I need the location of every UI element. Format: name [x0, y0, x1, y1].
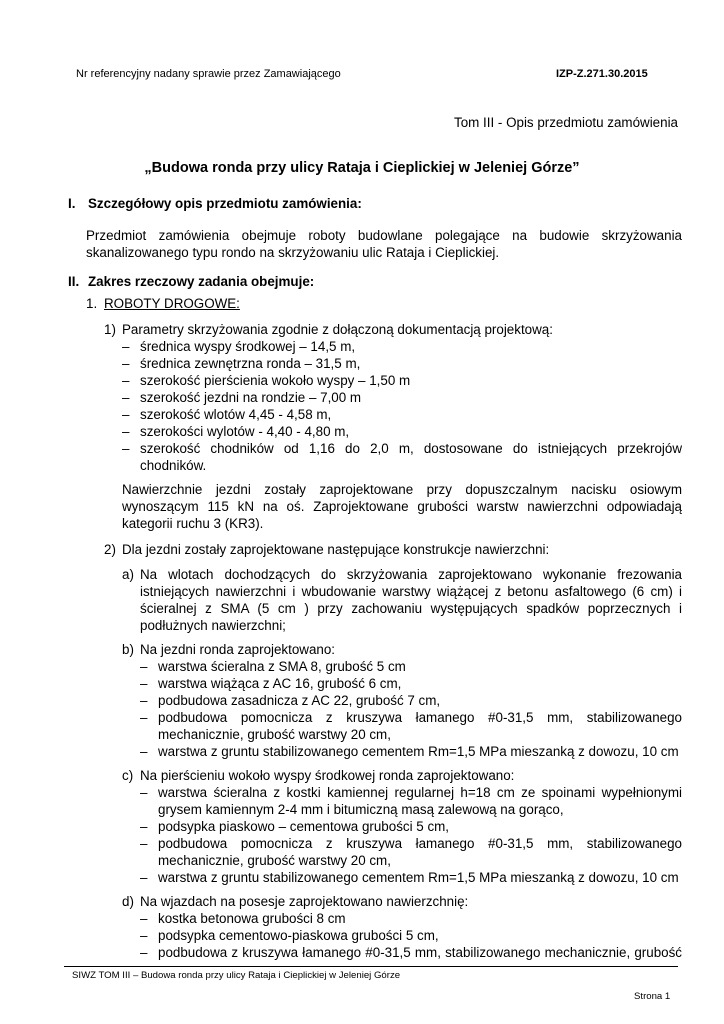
subitem-letter: b): [122, 642, 134, 657]
dash-bullet: –: [122, 441, 130, 456]
footer-divider: [64, 966, 678, 967]
list-item-continuation: mechanicznie, grubość warstwy 20 cm,: [158, 853, 391, 868]
list-item: średnica wyspy środkowej – 14,5 m,: [140, 339, 356, 354]
dash-bullet: –: [140, 819, 148, 834]
footer-text: SIWZ TOM III – Budowa ronda przy ulicy Rataja i Cieplickiej w Jeleniej Górze: [72, 970, 401, 981]
list-item: szerokość jezdni na rondzie – 7,00 m: [140, 390, 362, 405]
subitem-letter: c): [122, 768, 134, 783]
item-number: 2): [104, 542, 116, 557]
dash-bullet: –: [140, 676, 148, 691]
section-2-number: II.: [68, 274, 80, 289]
subitem-letter: a): [122, 567, 134, 582]
list-item: średnica zewnętrzna ronda – 31,5 m,: [140, 356, 361, 371]
reference-code: IZP-Z.271.30.2015: [556, 68, 648, 80]
list-item: warstwa wiążąca z AC 16, grubość 6 cm,: [158, 676, 402, 691]
list-item: podbudowa pomocnicza z kruszywa łamanego #0-31,5 mm, stabilizowanego: [158, 836, 682, 851]
list-item: kostka betonowa grubości 8 cm: [158, 911, 346, 926]
dash-bullet: –: [122, 390, 130, 405]
subitem-text: Na pierścieniu wokoło wyspy środkowej ronda zaprojektowano:: [140, 768, 515, 783]
list-item: warstwa ścieralna z kostki kamiennej regularnej h=18 cm ze spoinami wypełnionymi: [158, 785, 682, 800]
dash-bullet: –: [140, 911, 148, 926]
subitem-line: ścieralnej z SMA (5 cm ) przy zachowaniu występujących spadków poprzecznych i: [140, 601, 682, 616]
dash-bullet: –: [122, 373, 130, 388]
section-2-heading: Zakres rzeczowy zadania obejmuje:: [88, 274, 315, 289]
dash-bullet: –: [140, 785, 148, 800]
document-title: „Budowa ronda przy ulicy Rataja i Cieplickiej w Jeleniej Górze”: [144, 160, 580, 176]
list-item: warstwa ścieralna z SMA 8, grubość 5 cm: [158, 659, 406, 674]
list-item: szerokości wylotów - 4,40 - 4,80 m,: [140, 424, 350, 439]
paragraph-line: kategorii ruchu 3 (KR3).: [122, 516, 264, 531]
dash-bullet: –: [140, 928, 148, 943]
section-1-heading: Szczegółowy opis przedmiotu zamówienia:: [88, 196, 362, 211]
section-1-number: I.: [68, 196, 76, 211]
list-item-continuation: mechanicznie, grubość warstwy 20 cm,: [158, 727, 391, 742]
subitem-line: Na wlotach dochodzących do skrzyżowania zaprojektowano wykonanie frezowania: [140, 567, 682, 582]
dash-bullet: –: [140, 870, 148, 885]
list-item-continuation: grysem kamiennym 2-4 mm i bitumiczną masą zalewową na gorąco,: [158, 802, 564, 817]
subsection-title: ROBOTY DROGOWE:: [104, 296, 240, 311]
page-number: Strona 1: [634, 991, 671, 1002]
dash-bullet: –: [122, 356, 130, 371]
list-item: szerokość chodników od 1,16 do 2,0 m, dostosowane do istniejących przekrojów: [140, 441, 682, 456]
dash-bullet: –: [140, 710, 148, 725]
list-item: warstwa z gruntu stabilizowanego cementem Rm=1,5 MPa mieszanką z dowozu, 10 cm: [158, 870, 679, 885]
list-item-continuation: chodników.: [140, 458, 207, 473]
subitem-line: podłużnych nawierzchni;: [140, 618, 286, 633]
subitem-text: Na jezdni ronda zaprojektowano:: [140, 642, 336, 657]
dash-bullet: –: [140, 693, 148, 708]
subitem-text: Na wjazdach na posesje zaprojektowano nawierzchnię:: [140, 894, 469, 909]
item-text: Parametry skrzyżowania zgodnie z dołączoną dokumentacją projektową:: [122, 322, 553, 337]
list-item: podsypka piaskowo – cementowa grubości 5 cm,: [158, 819, 450, 834]
dash-bullet: –: [140, 945, 148, 960]
subitem-line: istniejących nawierzchni i wbudowanie warstwy wiążącej z betonu asfaltowego (6 cm) i: [140, 584, 682, 599]
list-item: szerokość wlotów 4,45 - 4,58 m,: [140, 407, 332, 422]
dash-bullet: –: [140, 744, 148, 759]
dash-bullet: –: [122, 407, 130, 422]
paragraph-line: Nawierzchnie jezdni zostały zaprojektowane przy dopuszczalnym nacisku osiowym: [122, 482, 682, 497]
list-item: warstwa z gruntu stabilizowanego cementem Rm=1,5 MPa mieszanką z dowozu, 10 cm: [158, 744, 679, 759]
dash-bullet: –: [122, 339, 130, 354]
subitem-letter: d): [122, 894, 134, 909]
list-item: podsypka cementowo-piaskowa grubości 5 cm,: [158, 928, 439, 943]
dash-bullet: –: [140, 836, 148, 851]
list-item: szerokość pierścienia wokoło wyspy – 1,50 m: [140, 373, 411, 388]
paragraph-line: wynoszącym 115 kN na oś. Zaprojektowane grubości warstw nawierzchni odpowiadają: [122, 499, 682, 514]
reference-label: Nr referencyjny nadany sprawie przez Zamawiającego: [76, 68, 341, 80]
item-number: 1): [104, 322, 116, 337]
list-item: podbudowa z kruszywa łamanego #0-31,5 mm, stabilizowanego mechanicznie, grubość: [158, 945, 682, 960]
section-1-paragraph-line: skanalizowanego typu rondo na skrzyżowaniu ulic Rataja i Cieplickiej.: [86, 245, 500, 260]
dash-bullet: –: [140, 659, 148, 674]
section-1-paragraph-line: Przedmiot zamówienia obejmuje roboty budowlane polegające na budowie skrzyżowania: [86, 228, 682, 243]
volume-title: Tom III - Opis przedmiotu zamówienia: [454, 115, 678, 130]
subsection-number: 1.: [86, 296, 98, 311]
dash-bullet: –: [122, 424, 130, 439]
item-text: Dla jezdni zostały zaprojektowane następujące konstrukcje nawierzchni:: [122, 542, 550, 557]
list-item: podbudowa pomocnicza z kruszywa łamanego #0-31,5 mm, stabilizowanego: [158, 710, 682, 725]
list-item: podbudowa zasadnicza z AC 22, grubość 7 cm,: [158, 693, 441, 708]
